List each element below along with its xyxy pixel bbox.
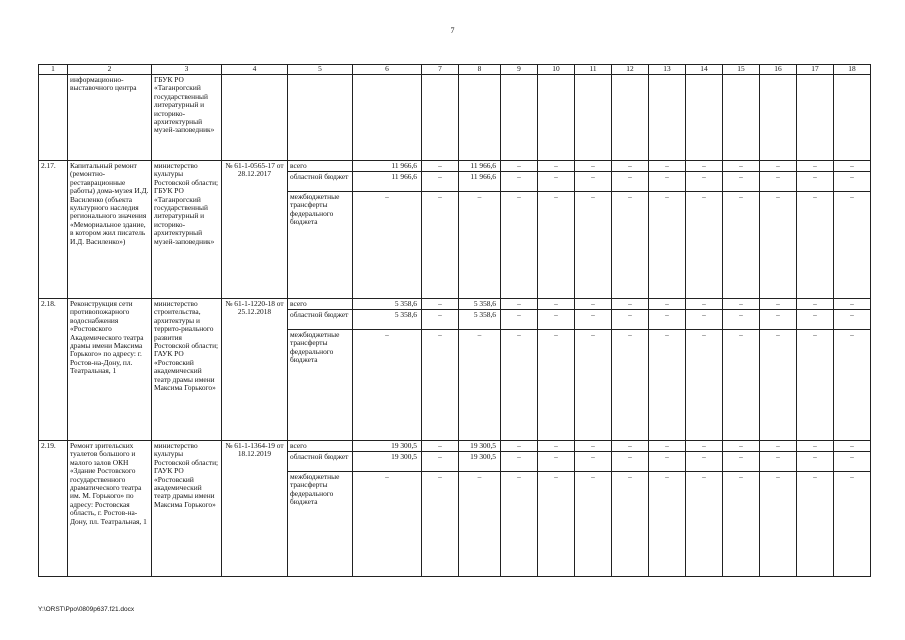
value-cell [459,75,501,161]
value-cell: – [575,192,612,299]
header-cell: 1 [39,65,68,75]
value-cell: – [834,330,871,441]
value-cell: – [459,330,501,441]
value-cell: – [760,310,797,330]
value-cell: – [501,172,538,192]
doc-number: № 61-1-1364-19 от 18.12.2019 [222,441,288,577]
header-cell: 10 [538,65,575,75]
value-cell: – [575,472,612,577]
value-cell: – [723,299,760,310]
value-cell [760,75,797,161]
value-cell: – [686,452,723,472]
funding-source: межбюджетные трансферты федерального бюджета [288,330,353,441]
page-number: 7 [450,26,455,35]
value-cell: – [575,310,612,330]
header-cell: 13 [649,65,686,75]
value-cell: – [353,472,422,577]
value-cell: 19 300,5 [353,452,422,472]
header-cell: 12 [612,65,649,75]
funding-source: всего [288,161,353,172]
header-cell: 2 [68,65,152,75]
value-cell: – [723,452,760,472]
value-cell [834,75,871,161]
value-cell: – [612,472,649,577]
budget-table [38,64,871,577]
value-cell [422,75,459,161]
value-cell: – [797,172,834,192]
value-cell: – [834,161,871,172]
value-cell: – [501,299,538,310]
executor: ГБУК РО «Таганрогский государственный литературный и историко-архитектурный музей-заповедник» [152,75,222,161]
value-cell: – [649,299,686,310]
value-cell: – [422,172,459,192]
value-cell: – [575,330,612,441]
value-cell: – [686,299,723,310]
value-cell: 5 358,6 [353,310,422,330]
value-cell: 11 966,6 [353,161,422,172]
value-cell: – [797,310,834,330]
value-cell: – [538,452,575,472]
value-cell: – [612,330,649,441]
value-cell: – [575,172,612,192]
header-cell: 8 [459,65,501,75]
doc-number: № 61-1-0565-17 от 28.12.2017 [222,161,288,299]
value-cell: – [501,310,538,330]
value-cell: – [797,441,834,452]
header-cell: 5 [288,65,353,75]
value-cell: – [612,299,649,310]
value-cell: – [723,330,760,441]
value-cell: 11 966,6 [353,172,422,192]
header-cell: 11 [575,65,612,75]
header-cell: 16 [760,65,797,75]
row-number: 2.19. [39,441,68,577]
value-cell: – [612,310,649,330]
value-cell: 19 300,5 [459,452,501,472]
value-cell: – [760,172,797,192]
value-cell: – [422,330,459,441]
value-cell: – [723,441,760,452]
value-cell: – [649,452,686,472]
header-cell: 14 [686,65,723,75]
funding-source: областной бюджет [288,172,353,192]
value-cell: – [686,172,723,192]
header-row [39,65,871,75]
value-cell: – [834,310,871,330]
value-cell: – [723,161,760,172]
value-cell: – [575,161,612,172]
value-cell: – [834,299,871,310]
value-cell: – [422,441,459,452]
value-cell: – [538,330,575,441]
value-cell: – [575,441,612,452]
value-cell [538,75,575,161]
value-cell: – [723,192,760,299]
value-cell: – [649,172,686,192]
row-number: 2.18. [39,299,68,441]
value-cell: – [760,452,797,472]
value-cell: – [686,192,723,299]
value-cell: – [760,299,797,310]
value-cell: – [686,472,723,577]
value-cell: – [723,472,760,577]
executor: министерство культуры Ростовской области; ГБУК РО «Таганрогский государственный литературный и историко-архитектурный музей-заповедник» [152,161,222,299]
funding-source: всего [288,441,353,452]
header-cell: 17 [797,65,834,75]
value-cell: – [760,330,797,441]
header-cell: 9 [501,65,538,75]
value-cell: – [422,192,459,299]
value-cell: 5 358,6 [459,310,501,330]
value-cell: 19 300,5 [459,441,501,452]
value-cell: – [686,330,723,441]
value-cell: – [797,161,834,172]
value-cell: – [422,310,459,330]
value-cell [723,75,760,161]
value-cell: – [501,472,538,577]
funding-source: межбюджетные трансферты федерального бюджета [288,472,353,577]
funding-source: областной бюджет [288,452,353,472]
value-cell: – [834,452,871,472]
table-row [39,441,871,452]
value-cell: – [538,310,575,330]
value-cell: – [760,192,797,299]
value-cell: – [686,310,723,330]
header-cell: 6 [353,65,422,75]
value-cell: – [538,299,575,310]
value-cell [686,75,723,161]
value-cell: – [686,441,723,452]
value-cell: – [353,192,422,299]
executor: министерство культуры Ростовской области; ГАУК РО «Ростовский академический театр драмы имени Максима Горького» [152,441,222,577]
value-cell: – [649,472,686,577]
header-cell: 7 [422,65,459,75]
value-cell: – [612,161,649,172]
value-cell: – [649,441,686,452]
value-cell [501,75,538,161]
object-name: информационно-выставочного центра [68,75,152,161]
header-cell: 3 [152,65,222,75]
header-cell: 15 [723,65,760,75]
value-cell: – [501,192,538,299]
value-cell: – [575,299,612,310]
value-cell: 5 358,6 [459,299,501,310]
value-cell: 11 966,6 [459,172,501,192]
object-name: Реконструкция сети противопожарного водоснабжения «Ростовского Академического театра драмы имени Максима Горького» по адресу: г. Ростов-на-Дону, пл. Театральная, 1 [68,299,152,441]
value-cell [649,75,686,161]
value-cell: – [797,299,834,310]
file-path-footer: Y:\ORST\Ppo\0809p637.f21.docx [38,606,135,613]
value-cell: – [797,330,834,441]
value-cell: 11 966,6 [459,161,501,172]
continuation-row [39,75,871,161]
value-cell: 19 300,5 [353,441,422,452]
value-cell: – [834,472,871,577]
object-name: Капитальный ремонт (ремонтно-реставрационные работы) дома-музея И.Д. Василенко (объекта культурного наследия регионального значения «Мемориальное здание, в котором жил писатель И.Д. Василенко») [68,161,152,299]
header-cell: 4 [222,65,288,75]
value-cell: – [422,299,459,310]
value-cell: – [834,172,871,192]
value-cell: – [501,452,538,472]
value-cell: – [353,330,422,441]
table-row [39,299,871,310]
value-cell: – [538,161,575,172]
value-cell: – [612,452,649,472]
value-cell: – [834,441,871,452]
value-cell: – [760,161,797,172]
value-cell: – [834,192,871,299]
header-cell: 18 [834,65,871,75]
value-cell [797,75,834,161]
value-cell: – [538,192,575,299]
row-number [39,75,68,161]
value-cell: – [501,441,538,452]
value-cell: – [612,441,649,452]
funding-source [288,75,353,161]
value-cell: – [797,192,834,299]
value-cell: – [501,330,538,441]
value-cell: – [760,472,797,577]
value-cell: – [501,161,538,172]
value-cell: – [649,161,686,172]
value-cell: – [538,172,575,192]
value-cell: – [538,441,575,452]
value-cell: – [422,161,459,172]
value-cell: – [723,172,760,192]
value-cell: – [686,161,723,172]
value-cell: – [649,310,686,330]
table-row [39,161,871,172]
value-cell: – [422,472,459,577]
value-cell [353,75,422,161]
value-cell: – [649,192,686,299]
value-cell: – [459,472,501,577]
value-cell: – [723,310,760,330]
funding-source: межбюджетные трансферты федерального бюджета [288,192,353,299]
value-cell: – [797,472,834,577]
value-cell: – [575,452,612,472]
funding-source: областной бюджет [288,310,353,330]
doc-number [222,75,288,161]
value-cell: – [422,452,459,472]
value-cell: – [538,472,575,577]
value-cell: – [459,192,501,299]
value-cell: – [612,172,649,192]
value-cell [575,75,612,161]
value-cell: 5 358,6 [353,299,422,310]
funding-source: всего [288,299,353,310]
value-cell [612,75,649,161]
value-cell: – [760,441,797,452]
value-cell: – [797,452,834,472]
executor: министерство строительства, архитектуры и террито-риального развития Ростовской области; ГАУК РО «Ростовский академический театр драмы имени Максима Горького» [152,299,222,441]
doc-number: № 61-1-1220-18 от 25.12.2018 [222,299,288,441]
row-number: 2.17. [39,161,68,299]
object-name: Ремонт зрительских туалетов большого и малого залов ОКН «Здание Ростовского государственного драматического театра им. М. Горького» по адресу: Ростовская область, г. Ростов-на-Дону, пл. Театральная, 1 [68,441,152,577]
value-cell: – [649,330,686,441]
value-cell: – [612,192,649,299]
